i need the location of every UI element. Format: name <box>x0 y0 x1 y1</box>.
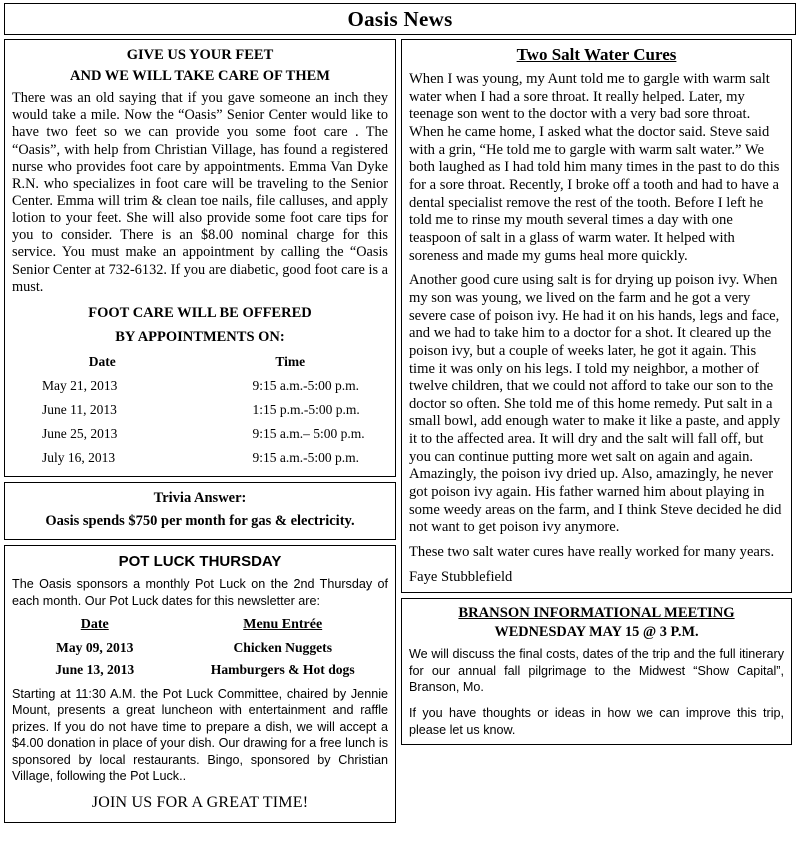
column-header-menu-entree: Menu Entrée <box>243 617 323 633</box>
salt-article-para-3: These two salt water cures have really worked for many years. <box>409 544 775 561</box>
salt-water-cures-article <box>401 39 792 593</box>
table-row <box>12 637 388 659</box>
column-header-date: Date <box>80 617 109 633</box>
foot-care-heading-line1: GIVE US YOUR FEET <box>126 47 274 63</box>
foot-care-schedule-heading-line2: BY APPOINTMENTS ON: <box>115 328 285 345</box>
trivia-label: Trivia Answer: <box>153 490 247 507</box>
foot-care-schedule-heading-line1: FOOT CARE WILL BE OFFERED <box>88 304 312 321</box>
right-column <box>401 39 792 745</box>
foot-care-schedule-table <box>12 352 388 470</box>
schedule-time: 9:15 a.m.-5:00 p.m. <box>252 378 359 394</box>
schedule-time: 9:15 a.m.-5:00 p.m. <box>252 450 359 466</box>
masthead <box>4 3 796 35</box>
table-row <box>12 659 388 681</box>
table-row <box>12 446 388 470</box>
foot-care-article <box>4 39 396 477</box>
salt-article-para-2: Another good cure using salt is for drying up poison ivy. When my son was young, we lived on the farm and he got a very severe case of poison ivy. He had it on his hands, legs and face, and we had to take him to a doctor for a shot. It cleared up the poison ivy, but a couple of weeks later, he got it again. This time it was only on his legs. I told my neighbor, a mother of twelve children, that we could not afford to take our son to the doctor so often. She told me of this home remedy. Put salt in a small bowl, add enough water to make it like a paste, and apply it to the affected area. It will dry and the salt will fall off, but you can continue putting more wet salt on again and again. Amazingly, the poison ivy dried up. Also, amazingly, he never got poison ivy again. His father warned him about playing in some weedy areas on the farm, and I think Steve decided he did not want to get poison ivy anymore. <box>409 272 782 536</box>
foot-care-heading-line2: AND WE WILL TAKE CARE OF THEM <box>70 68 330 85</box>
schedule-date: July 16, 2013 <box>42 450 116 466</box>
pot-luck-title: POT LUCK THURSDAY <box>118 553 282 571</box>
schedule-date: June 25, 2013 <box>42 426 118 442</box>
table-row <box>12 422 388 446</box>
table-header-row <box>12 352 388 374</box>
pot-luck-call-to-action: JOIN US FOR A GREAT TIME! <box>91 794 309 812</box>
salt-article-title: Two Salt Water Cures <box>516 45 677 64</box>
pot-luck-intro: The Oasis sponsors a monthly Pot Luck on the 2nd Thursday of each month. Our Pot Luck dates for this newsletter are: <box>12 577 388 608</box>
pot-luck-box <box>4 545 396 823</box>
schedule-time: 1:15 p.m.-5:00 p.m. <box>252 402 360 418</box>
pot-luck-menu-table <box>12 615 388 681</box>
pot-luck-details: Starting at 11:30 A.M. the Pot Luck Committee, chaired by Jennie Mount, presents a great luncheon with entertainment and raffle prizes. If you do not have time to prepare a dish, we will accept a $4.00 donation in place of your dish. Our drawing for a free lunch is sponsored by local restaurants. Bingo, sponsored by Christian Village, following the Pot Luck.. <box>12 687 388 783</box>
branson-para-2: If you have thoughts or ideas in how we can improve this trip, please let us know. <box>409 706 784 737</box>
column-header-date: Date <box>88 354 116 370</box>
pot-luck-date: June 13, 2013 <box>55 662 135 678</box>
newsletter-title: Oasis News <box>347 6 453 31</box>
branson-title: BRANSON INFORMATIONAL MEETING <box>458 605 735 622</box>
branson-subtitle: WEDNESDAY MAY 15 @ 3 P.M. <box>494 624 699 641</box>
pot-luck-entree: Chicken Nuggets <box>233 640 332 656</box>
table-header-row <box>12 615 388 637</box>
content-columns <box>4 39 796 823</box>
left-column <box>4 39 396 823</box>
column-header-time: Time <box>275 354 306 370</box>
pot-luck-date: May 09, 2013 <box>56 640 134 656</box>
schedule-date: June 11, 2013 <box>42 402 117 418</box>
table-row <box>12 398 388 422</box>
salt-article-para-1: When I was young, my Aunt told me to gargle with warm salt water when I had a sore throat. It really helped. Later, my teenage son went to the doctor with a very bad sore throat. When he came home, I asked what the doctor said. Steve said with a grin, “He told me to gargle with warm salt water.” We both laughed as I had told him many times in the past to do this for a sore throat. Recently, I broke off a tooth and had to have a dental specialist remove the rest of the tooth. Before I left he told me to rinse my mouth several times a day with one teaspoon of salt in a glass of warm water. It helped with soreness and made my gums heal more quickly. <box>409 71 780 264</box>
schedule-date: May 21, 2013 <box>42 378 118 394</box>
pot-luck-entree: Hamburgers & Hot dogs <box>210 662 355 678</box>
trivia-answer-box <box>4 482 396 540</box>
trivia-answer-text: Oasis spends $750 per month for gas & electricity. <box>45 513 355 530</box>
branson-para-1: We will discuss the final costs, dates of the trip and the full itinerary for our annual fall pilgrimage to the Midwest “Show Capital”, Branson, Mo. <box>409 647 784 695</box>
salt-article-byline: Faye Stubblefield <box>409 568 513 585</box>
table-row <box>12 374 388 398</box>
schedule-time: 9:15 a.m.– 5:00 p.m. <box>252 426 365 442</box>
branson-meeting-box <box>401 598 792 745</box>
foot-care-body: There was an old saying that if you gave someone an inch they would take a mile. Now the “Oasis” Senior Center would like to have two feet so we can provide you some foot care . The “Oasis”, with help from Christian Village, has found a registered nurse who provides foot care by appointments. Emma Van Dyke R.N. who specializes in foot care will be traveling to the Senior Center. Emma will trim & clean toe nails, file calluses, and apply lotion to your feet. She will also provide some foot care tips for you to consider. There is an $8.00 nominal charge for this service. You must make an appointment by calling the “Oasis Senior Center at 732-6132. If you are diabetic, good foot care is a must. <box>12 90 388 295</box>
